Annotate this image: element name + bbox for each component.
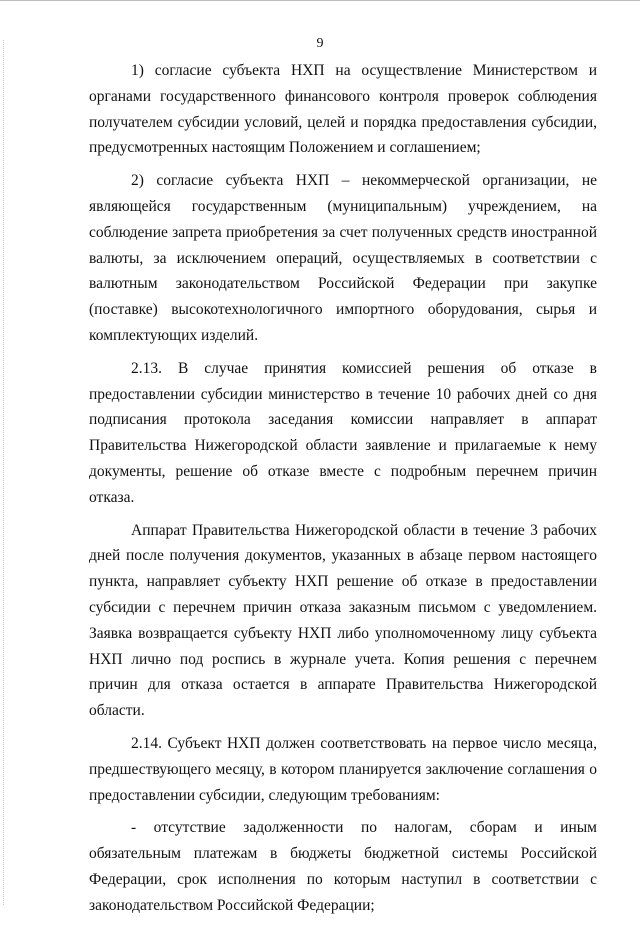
scan-edge-left	[3, 40, 4, 905]
paragraph-no-tax-debt: - отсутствие задолженности по налогам, сборам и иным обязательным платежам в бюджеты бюджетной системы Российской Федерации, срок исполнения по которым наступил в соответствии с законодательством Российской Федерации;	[89, 819, 597, 914]
paragraph-consent-currency-ban: 2) согласие субъекта НХП – некоммерческой организации, не являющейся государственным (муниципальным) учреждением, на соблюдение запрета приобретения за счет полученных средств иностранной валюты, за исключением операций, осуществляемых в соответствии с валютным законодательством Российской Федерации при закупке (поставке) высокотехнологичного импортного оборудования, сырья и комплектующих изделий.	[89, 172, 597, 344]
scan-edge-top	[0, 0, 640, 1]
paragraph-consent-inspections: 1) согласие субъекта НХП на осуществление Министерством и органами государственного финансового контроля проверок соблюдения получателем субсидии условий, целей и порядка предоставления субсидии, предусмотренных настоящим Положением и соглашением;	[89, 62, 597, 157]
paragraph-government-apparatus: Аппарат Правительства Нижегородской области в течение 3 рабочих дней после получения документов, указанных в абзаце первом настоящего пункта, направляет субъекту НХП решение об отказе в предоставлении субсидии с перечнем причин отказа заказным письмом с уведомлением. Заявка возвращается субъекту НХП либо уполномоченному лицу субъекта НХП лично под роспись в журнале учета. Копия решения с перечнем причин для отказа остается в аппарате Правительства Нижегородской области.	[89, 521, 597, 720]
document-body	[89, 58, 597, 926]
paragraph-clause-2-14: 2.14. Субъект НХП должен соответствовать на первое число месяца, предшествующего месяцу, в котором планируется заключение соглашения о предоставлении субсидии, следующим требованиям:	[89, 734, 597, 804]
paragraph-clause-2-13: 2.13. В случае принятия комиссией решения об отказе в предоставлении субсидии министерство в течение 10 рабочих дней со дня подписания протокола заседания комиссии направляет в аппарат Правительства Нижегородской области заявление и прилагаемые к нему документы, решение об отказе вместе с подробным перечнем причин отказа.	[89, 359, 597, 506]
page-number: 9	[316, 36, 324, 51]
